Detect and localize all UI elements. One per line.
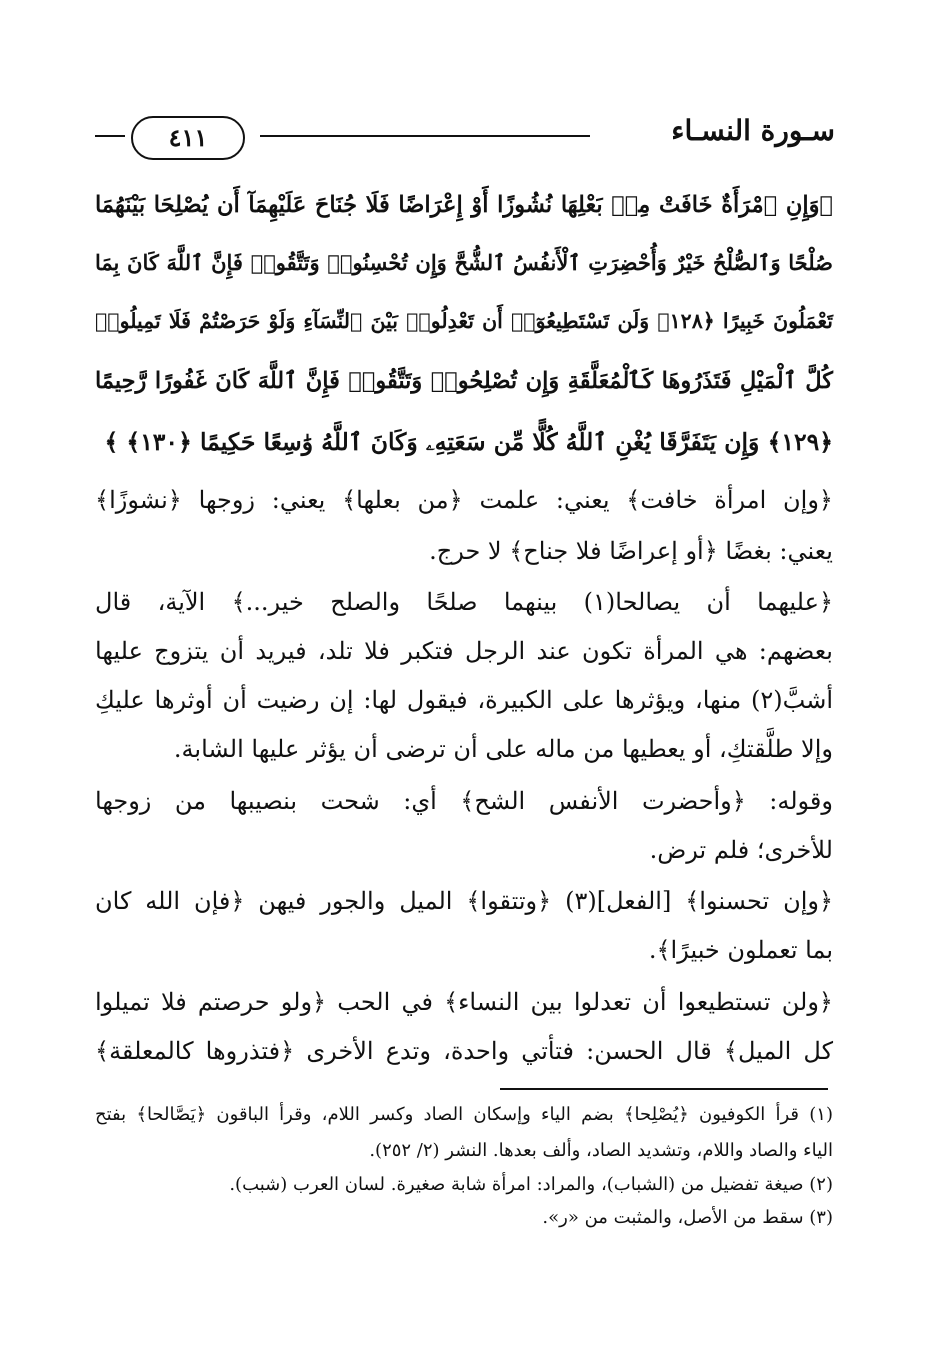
quran-line: ﴿وَإِنِ ٱمْرَأَةٌ خَافَتْ مِنۢ بَعْلِهَا نُشُوزًا أَوْ إِعْرَاضًا فَلَا جُنَاحَ عَلَيْهِمَآ أَن يُصْلِحَا بَيْنَهُمَا (95, 192, 833, 218)
commentary-line: بعضهم: هي المرأة تكون عند الرجل فتكبر فلا تلد، فيريد أن يتزوج عليها (95, 637, 833, 665)
commentary-line: للأخرى؛ فلم ترض. (649, 836, 833, 864)
commentary-line: كل الميل﴾ قال الحسن: فتأتي واحدة، وتدع الأخرى ﴿فتذروها كالمعلقة﴾ (95, 1037, 833, 1065)
page-header (95, 110, 835, 162)
header-rule-right (260, 135, 590, 137)
quran-line: صُلْحًا وَٱلصُّلْحُ خَيْرٌ وَأُحْضِرَتِ ٱلْأَنفُسُ ٱلشُّحَّ وَإِن تُحْسِنُوا۟ وَتَتَّقُوا۟ فَإِنَّ ٱللَّهَ كَانَ بِمَا (95, 250, 833, 275)
commentary-line: ﴿عليهما أن يصالحا(١) بينهما صلحًا والصلح خير...﴾ الآية، قال (95, 588, 833, 616)
commentary-line: أشبَّ(٢) منها، ويؤثرها على الكبيرة، فيقول لها: إن رضيت أن أوثرها عليكِ (95, 686, 833, 714)
footnote-line: (٢) صيغة تفضيل من (الشباب)، والمراد: امرأة شابة صغيرة. لسان العرب (شبب). (229, 1174, 833, 1195)
commentary-line: ﴿وإن امرأة خافت﴾ يعني: علمت ﴿من بعلها﴾ يعني: زوجها ﴿نشوزًا﴾ (95, 486, 833, 514)
commentary-line: ﴿وإن تحسنوا﴾ [الفعل](٣) ﴿وتتقوا﴾ الميل والجور فيهن ﴿فإن الله كان (95, 887, 834, 915)
quran-line: تَعْمَلُونَ خَبِيرًا ﴿١٢٨﴾ وَلَن تَسْتَطِيعُوٓا۟ أَن تَعْدِلُوا۟ بَيْنَ ٱلنِّسَآءِ وَلَوْ حَرَصْتُمْ فَلَا تَمِيلُوا۟ (95, 309, 833, 333)
quran-line: ﴿١٢٩﴾ وَإِن يَتَفَرَّقَا يُغْنِ ٱللَّهُ كُلًّا مِّن سَعَتِهِۦ وَكَانَ ٱللَّهُ وَٰسِعًا حَكِيمًا ﴿١٣٠﴾ ﴾ (104, 428, 833, 456)
footnote-separator (500, 1088, 828, 1090)
footnote-line: (١) قرأ الكوفيون ﴿يُصْلِحا﴾ بضم الياء وإسكان الصاد وكسر اللام، وقرأ الباقون ﴿يَصَّالحا﴾ بفتح (95, 1104, 833, 1125)
commentary-line: ﴿ولن تستطيعوا أن تعدلوا بين النساء﴾ في الحب ﴿ولو حرصتم فلا تميلوا (95, 988, 833, 1016)
footnote-line: (٣) سقط من الأصل، والمثبت من «ر». (542, 1207, 833, 1228)
page-number-badge: ٤١١ (131, 116, 245, 160)
commentary-line: وقوله: ﴿وأحضرت الأنفس الشح﴾ أي: شحت بنصيبها من زوجها (95, 787, 833, 815)
commentary-line: يعني: بغضًا ﴿أو إعراضًا فلا جناح﴾ لا حرج. (429, 537, 833, 565)
surah-title: سـورة النسـاء (671, 114, 835, 147)
quran-line: كُلَّ ٱلْمَيْلِ فَتَذَرُوهَا كَٱلْمُعَلَّقَةِ وَإِن تُصْلِحُوا۟ وَتَتَّقُوا۟ فَإِنَّ ٱللَّهَ كَانَ غَفُورًا رَّحِيمًا (95, 368, 833, 394)
commentary-line: بما تعملون خبيرًا﴾. (648, 936, 833, 964)
footnote-line: الياء والصاد واللام، وتشديد الصاد، وألف بعدها. النشر (٢/ ٢٥٢). (369, 1140, 833, 1161)
header-rule-left (95, 135, 125, 137)
commentary-line: وإلا طلَّقتكِ، أو يعطيها من ماله على أن ترضى أن يؤثر عليها الشابة. (173, 735, 833, 763)
